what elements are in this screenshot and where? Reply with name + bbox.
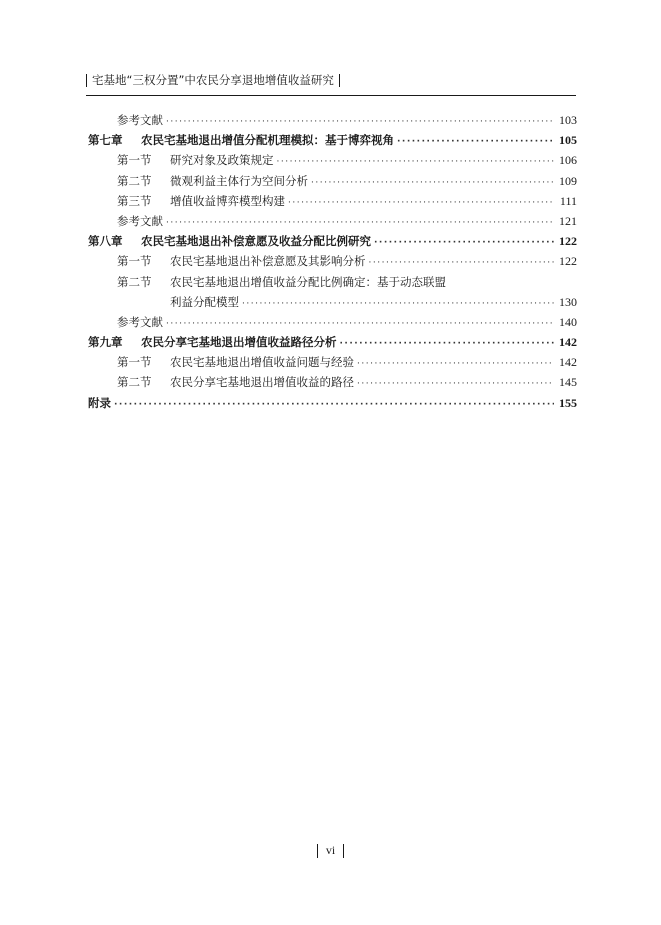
toc-entry-label: 参考文献 [117, 213, 163, 228]
leader-dots [277, 152, 555, 172]
toc-entry-title [88, 130, 394, 150]
toc-entry-label: 农民宅基地退出补偿意愿及收益分配比例研究 [141, 234, 371, 249]
toc-entry-references[interactable] [88, 110, 577, 130]
toc-entry-page: 145 [559, 375, 577, 390]
toc-entry-number: 第一节 [117, 355, 152, 370]
page-footer [0, 843, 661, 858]
toc-entry-label: 农民宅基地退出增值收益问题与经验 [170, 355, 354, 370]
toc-entry-title [117, 272, 446, 292]
table-of-contents [88, 110, 577, 413]
toc-entry-number: 第八章 [88, 234, 123, 249]
toc-entry-section[interactable] [88, 251, 577, 271]
toc-entry-label: 利益分配模型 [170, 294, 239, 309]
toc-entry-page: 121 [559, 213, 577, 228]
leader-dots [357, 374, 554, 394]
toc-entry-chapter[interactable] [88, 332, 577, 352]
toc-entry-page: 142 [559, 335, 577, 350]
toc-entry-label: 参考文献 [117, 314, 163, 329]
running-header [86, 72, 586, 88]
toc-entry-number: 第九章 [88, 335, 123, 350]
toc-entry-page: 140 [559, 314, 577, 329]
toc-entry-title [88, 231, 371, 251]
toc-entry-number: 第一节 [117, 153, 152, 168]
toc-entry-page: 103 [559, 113, 577, 127]
toc-entry-label: 参考文献 [117, 113, 163, 127]
leader-dots [242, 294, 554, 314]
leader-dots [114, 395, 554, 415]
toc-entry-section[interactable] [88, 352, 577, 372]
toc-entry-page: 130 [559, 294, 577, 309]
toc-entry-number: 第三节 [117, 193, 152, 208]
toc-entry-page: 109 [559, 173, 577, 188]
leader-dots [311, 173, 554, 193]
toc-entry-label: 农民宅基地退出补偿意愿及其影响分析 [170, 254, 366, 269]
leader-dots [166, 112, 554, 132]
toc-entry-references[interactable] [88, 312, 577, 332]
toc-entry-page: 122 [559, 254, 577, 269]
leader-dots [357, 354, 554, 374]
toc-entry-label: 农民分享宅基地退出增值收益路径分析 [141, 335, 337, 350]
toc-entry-title [117, 251, 366, 271]
toc-entry-label: 微观利益主体行为空间分析 [170, 173, 308, 188]
header-right-bar [339, 74, 340, 87]
toc-entry-title [117, 150, 274, 170]
toc-entry-page: 142 [559, 355, 577, 370]
toc-entry-section[interactable] [88, 272, 577, 292]
toc-entry-chapter[interactable] [88, 130, 577, 150]
leader-dots [397, 132, 554, 152]
toc-entry-number: 第二节 [117, 274, 152, 289]
leader-dots [369, 253, 555, 273]
toc-entry-page: 106 [559, 153, 577, 168]
toc-entry-number: 第一节 [117, 254, 152, 269]
toc-entry-title [88, 332, 337, 352]
toc-entry-title [117, 352, 354, 372]
leader-dots [166, 213, 554, 233]
toc-entry-title [117, 171, 308, 191]
toc-entry-label: 附录 [88, 395, 111, 410]
toc-entry-label: 增值收益博弈模型构建 [170, 193, 285, 208]
toc-entry-page: 122 [559, 234, 577, 249]
toc-entry-appendix[interactable] [88, 393, 577, 413]
header-title: 宅基地“三权分置”中农民分享退地增值收益研究 [92, 73, 334, 87]
toc-entry-title [117, 372, 354, 392]
toc-entry-section-continuation[interactable] [88, 292, 577, 312]
leader-dots [374, 233, 554, 253]
toc-entry-label: 研究对象及政策规定 [170, 153, 274, 168]
toc-entry-number: 第七章 [88, 133, 123, 148]
toc-entry-section[interactable] [88, 372, 577, 392]
toc-entry-label: 农民宅基地退出增值分配机理模拟：基于博弈视角 [141, 133, 394, 148]
leader-dots [166, 314, 554, 334]
toc-entry-number: 第二节 [117, 375, 152, 390]
footer-right-bar [343, 844, 344, 858]
leader-dots [288, 193, 554, 213]
toc-entry-references[interactable] [88, 211, 577, 231]
toc-entry-label: 农民宅基地退出增值收益分配比例确定：基于动态联盟 [170, 274, 446, 289]
leader-dots [340, 334, 555, 354]
toc-entry-section[interactable] [88, 150, 577, 170]
toc-entry-title [117, 191, 285, 211]
toc-entry-label: 农民分享宅基地退出增值收益的路径 [170, 375, 354, 390]
toc-entry-section[interactable] [88, 191, 577, 211]
toc-entry-chapter[interactable] [88, 231, 577, 251]
toc-entry-page: 111 [559, 193, 577, 208]
toc-entry-page: 155 [559, 395, 577, 410]
page-number: vi [325, 843, 336, 857]
toc-entry-section[interactable] [88, 171, 577, 191]
header-rule [86, 95, 576, 96]
toc-entry-number: 第二节 [117, 173, 152, 188]
toc-entry-page: 105 [559, 133, 577, 148]
